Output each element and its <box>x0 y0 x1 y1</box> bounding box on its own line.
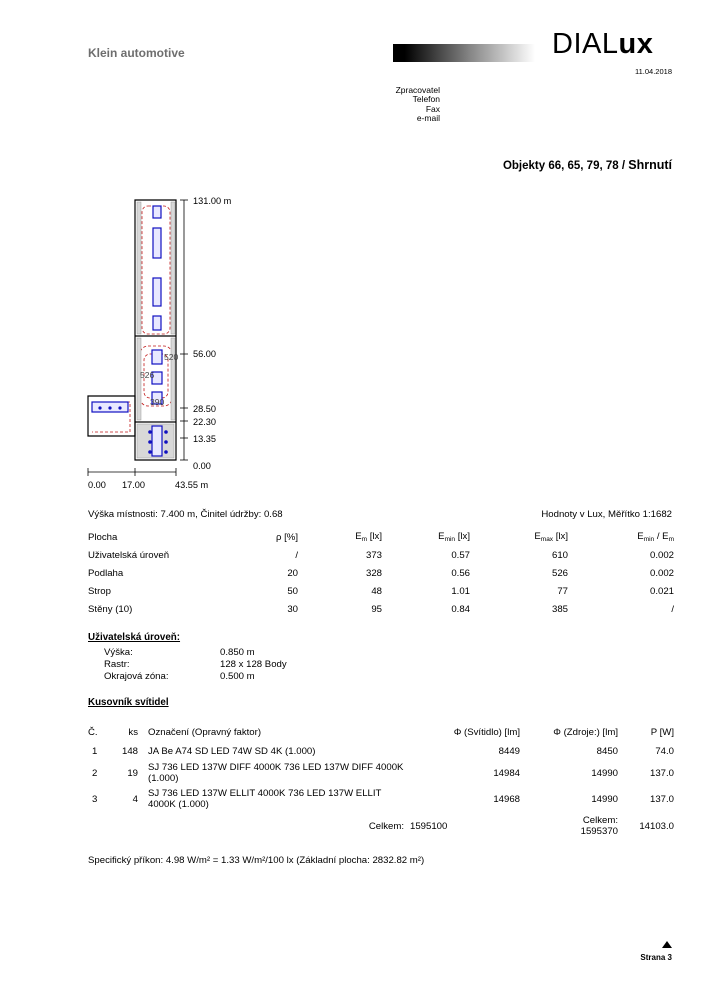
specific-power: Specifický příkon: 4.98 W/m² = 1.33 W/m²/100 lx (Základní plocha: 2832.82 m²) <box>88 855 425 866</box>
total-flux-lamp: 1595370 <box>580 826 618 837</box>
contact-phone: Telefon <box>412 94 440 105</box>
luminaires-plan <box>92 206 165 456</box>
y-tick-13-35: 13.35 <box>193 434 216 444</box>
y-tick-56: 56.00 <box>193 349 216 359</box>
col-emax: $E_{max}$ [lx] <box>534 531 568 543</box>
room-info: Výška místnosti: 7.400 m, Činitel údržby: 0.68 <box>88 509 283 520</box>
table-row: Strop 50 48 1.01 77 0.021 <box>88 585 674 597</box>
contact-block <box>350 86 440 124</box>
col-ratio: $E_{min} / E_m$ <box>637 531 674 543</box>
dialux-logo <box>552 30 653 59</box>
col-ks: ks <box>128 726 138 738</box>
floor-plan <box>80 188 310 493</box>
y-tick-131: 131.00 m <box>193 196 232 206</box>
work-plane-table <box>104 646 287 682</box>
triangle-up-icon <box>662 941 672 948</box>
contour-label-520: 520 <box>164 352 179 362</box>
table-row: Rastr: 128 x 128 Body <box>104 658 287 670</box>
surfaces-table <box>88 528 674 618</box>
work-plane-heading: Uživatelská úroveň: <box>88 632 181 643</box>
col-flux-lum: Φ (Svítidlo) [lm] <box>453 726 520 738</box>
contour-label-526: 526 <box>140 370 155 380</box>
surfaces-header-row <box>88 528 674 546</box>
luminaires-header-row <box>88 722 674 742</box>
table-row: 1 148 JA Be A74 SD LED 74W SD 4K (1.000) 8449 8450 74.0 <box>92 745 674 757</box>
table-row: 2 19 SJ 736 LED 137W DIFF 4000K 736 LED 137W DIFF 4000K (1.000) 14984 14990 137.0 <box>92 762 674 784</box>
col-flux-lamp: Φ (Zdroje:) [lm] <box>553 726 618 738</box>
col-power: P [W] <box>650 726 674 738</box>
logo-gradient-bar <box>393 44 535 62</box>
x-axis <box>88 468 176 476</box>
y-axis <box>180 200 188 460</box>
x-tick-43-55: 43.55 m <box>175 480 209 490</box>
y-tick-0: 0.00 <box>193 461 211 471</box>
luminaires-heading: Kusovník svítidel <box>88 697 169 708</box>
total-label: Celkem: <box>368 820 404 832</box>
table-row: Uživatelská úroveň / 373 0.57 610 0.002 <box>88 549 674 561</box>
logo-part2: ux <box>618 28 654 60</box>
luminaires-table <box>88 722 674 840</box>
contour-label-390: 390 <box>150 397 165 407</box>
total-label-2: Celkem: <box>582 815 618 826</box>
y-tick-22-30: 22.30 <box>193 417 216 427</box>
page-title <box>300 158 672 172</box>
building-outline <box>88 200 179 460</box>
col-name: Označení (Opravný faktor) <box>148 726 262 738</box>
table-row: Podlaha 20 328 0.56 526 0.002 <box>88 567 674 579</box>
col-rho: ρ [%] <box>276 531 298 543</box>
report-date: 11.04.2018 <box>635 67 672 76</box>
title-main: Shrnutí <box>628 158 672 172</box>
contact-email: e-mail <box>416 113 440 124</box>
total-flux-lum: 1595100 <box>410 820 448 832</box>
table-row: 3 4 SJ 736 LED 137W ELLIT 4000K 736 LED 137W ELLIT 4000K (1.000) 14968 14990 137.0 <box>92 788 674 810</box>
col-em: $E_m$ [lx] <box>355 531 382 543</box>
x-tick-0: 0.00 <box>88 480 106 490</box>
table-row: Stěny (10) 30 95 0.84 385 / <box>88 603 674 615</box>
contact-author: Zpracovatel <box>395 85 440 95</box>
logo-part1: DIAL <box>552 28 619 60</box>
table-row: Okrajová zóna: 0.500 m <box>104 670 255 682</box>
company-name: Klein automotive <box>88 46 185 60</box>
title-prefix: Objekty 66, 65, 79, 78 / <box>502 160 629 172</box>
scale-info: Hodnoty v Lux, Měřítko 1:1682 <box>541 509 672 520</box>
page-number: Strana 3 <box>640 953 672 962</box>
col-no: Č. <box>88 726 98 738</box>
col-emin: $E_{min}$ [lx] <box>438 531 470 543</box>
contact-fax: Fax <box>425 103 440 114</box>
total-flux-lamp-cell <box>520 812 618 840</box>
col-plocha: Plocha <box>88 531 118 543</box>
totals-row <box>88 812 674 840</box>
y-tick-28-50: 28.50 <box>193 404 216 414</box>
total-power: 14103.0 <box>639 820 674 832</box>
table-row: Výška: 0.850 m <box>104 646 255 658</box>
x-tick-17: 17.00 <box>122 480 145 490</box>
